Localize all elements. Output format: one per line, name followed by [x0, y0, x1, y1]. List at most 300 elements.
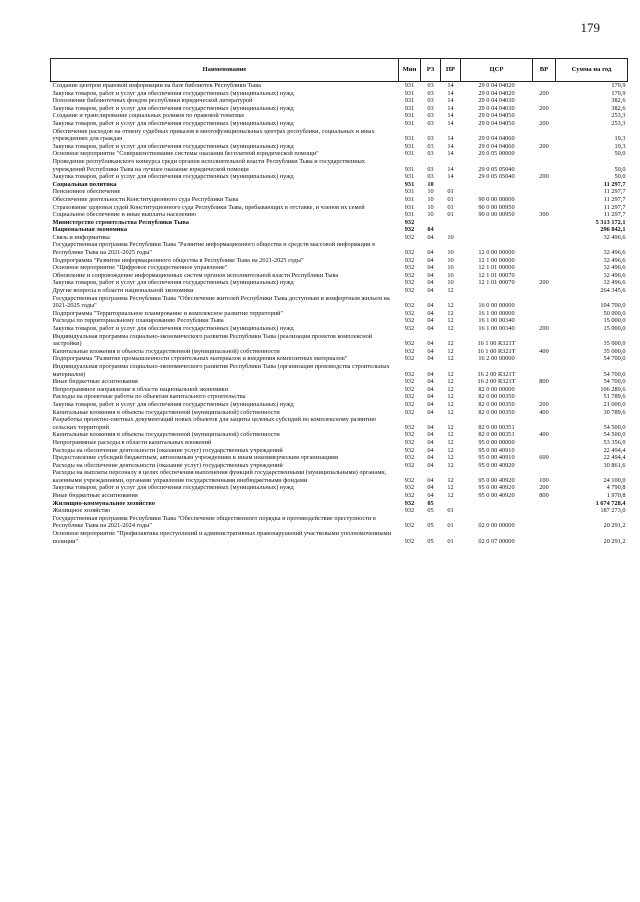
cell-sum: 20 291,2 [603, 537, 626, 545]
cell-pr [441, 219, 461, 227]
cell-rz: 04 [427, 393, 434, 401]
cell-vr: 400 [539, 408, 549, 416]
cell-name: Расходы на проектные работы по объектам капитального строительства [52, 393, 246, 401]
table-header-row [51, 59, 628, 82]
cell-sum: 22 494,4 [603, 446, 626, 454]
cell-csr: 82 0 00 00351 [478, 431, 515, 439]
cell-min: 932 [404, 226, 415, 234]
cell-rz: 10 [427, 195, 434, 203]
table-row [51, 484, 628, 492]
cell-name: Обеспечение расходов на отмену судебных приказов в многофункциональных центрах республики, социальных и иных учреждениях для граждан [52, 127, 375, 143]
cell-name: Министерство строительства Республики Тыва [52, 218, 189, 226]
cell-min: 932 [404, 408, 415, 416]
cell-vr: 400 [539, 431, 549, 439]
cell-vr [533, 447, 556, 455]
cell-sum: 32 496,6 [603, 279, 626, 287]
cell-csr: 95 0 00 40920 [478, 492, 515, 500]
cell-vr [533, 196, 556, 204]
cell-name: Расходы на выплаты персоналу в целях обеспечения выполнения функций государственными (муниципальными) органами, казенными учреждениями, органами управления государственными внебюджетными фондами [52, 469, 387, 484]
cell-csr: 29 0 04 04020 [478, 82, 515, 89]
cell-rz [421, 219, 441, 227]
cell-pr: 14 [447, 165, 454, 173]
cell-vr [533, 515, 556, 530]
cell-sum: 11 297,7 [603, 211, 626, 219]
cell-sum: 1 970,8 [606, 492, 626, 500]
table-row [51, 386, 628, 394]
cell-rz: 04 [427, 279, 434, 287]
cell-pr: 01 [447, 537, 454, 545]
cell-csr: 16 1 00 00340 [478, 317, 515, 325]
cell-sum: 296 842,1 [600, 226, 626, 234]
cell-sum: 32 496,6 [603, 256, 626, 264]
cell-name: Создание и транслирование социальных роликов по правовой тематике [52, 112, 245, 120]
cell-vr [533, 158, 556, 173]
cell-vr [533, 363, 556, 378]
cell-csr: 90 0 00 00950 [478, 203, 515, 211]
cell-rz: 03 [427, 89, 434, 97]
cell-min: 932 [404, 256, 415, 264]
cell-min: 932 [404, 537, 415, 545]
budget-table [50, 58, 628, 545]
table-row [51, 515, 628, 530]
cell-min: 932 [404, 355, 415, 363]
cell-sum: 32 496,6 [603, 233, 626, 241]
cell-sum: 104 700,0 [600, 302, 626, 310]
cell-name: Разработка проектно-сметных документаций новых объектов для защиты целевых субсидий по комплексному развитию сельских территорий [52, 416, 377, 431]
cell-sum: 19,3 [614, 135, 626, 143]
cell-rz: 04 [427, 317, 434, 325]
header-csr: ЦСР [461, 59, 533, 82]
cell-pr: 12 [447, 476, 454, 484]
cell-csr: 12 1 01 00000 [478, 264, 515, 272]
cell-pr: 01 [447, 188, 454, 196]
cell-rz: 03 [427, 97, 434, 105]
cell-csr: 16 1 00 R321T [477, 347, 516, 355]
cell-pr: 14 [447, 150, 454, 158]
cell-name: Связь и информатика [52, 233, 110, 241]
cell-sum: 32 496,6 [603, 249, 626, 257]
cell-name: Закупка товаров, работ и услуг для обеспечения государственных (муниципальных) нужд [52, 279, 294, 287]
cell-vr [533, 530, 556, 545]
cell-csr: 95 0 00 40910 [478, 446, 515, 454]
cell-vr: 200 [539, 400, 549, 408]
cell-vr [533, 264, 556, 272]
table-row [51, 279, 628, 287]
cell-csr [461, 219, 533, 227]
cell-min: 931 [404, 188, 415, 196]
table-row [51, 409, 628, 417]
cell-name: Иные бюджетные ассигнования [52, 378, 138, 386]
cell-min: 932 [404, 476, 415, 484]
cell-sum: 54 700,0 [603, 378, 626, 386]
cell-rz: 05 [427, 499, 434, 507]
cell-min: 931 [404, 173, 415, 181]
cell-vr [533, 226, 556, 234]
cell-rz: 10 [427, 188, 434, 196]
cell-rz: 05 [427, 507, 434, 515]
cell-name: Закупка товаров, работ и услуг для обеспечения государственных (муниципальных) нужд [52, 484, 294, 492]
cell-csr: 29 0 04 04060 [478, 142, 515, 150]
cell-csr: 16 0 00 00000 [478, 302, 515, 310]
table-row [51, 500, 628, 508]
cell-min: 932 [404, 454, 415, 462]
cell-name: Подпрограмма "Развитие информационного общества в Республике Тыва на 2021-2025 годы" [52, 256, 304, 264]
cell-sum: 50,0 [614, 150, 626, 158]
table-row [51, 211, 628, 219]
cell-vr: 200 [539, 142, 549, 150]
cell-vr: 300 [539, 211, 549, 219]
cell-sum: 11 297,7 [603, 203, 626, 211]
cell-vr [533, 287, 556, 295]
cell-rz: 03 [427, 165, 434, 173]
cell-rz: 03 [427, 173, 434, 181]
table-row [51, 90, 628, 98]
cell-pr: 12 [447, 309, 454, 317]
cell-rz: 04 [427, 408, 434, 416]
cell-pr: 14 [447, 112, 454, 120]
cell-vr [533, 386, 556, 394]
cell-csr [461, 188, 533, 196]
table-row [51, 333, 628, 348]
cell-rz: 03 [427, 142, 434, 150]
cell-name: Страхование здоровья судей Конституционного суда Республики Тыва, пребывающих в отставке, и членов их семей [52, 203, 365, 211]
cell-name: Капитальные вложения в объекты государственной (муниципальной) собственности [52, 347, 280, 355]
cell-sum: 170,9 [611, 82, 626, 89]
cell-sum: 54 700,0 [603, 355, 626, 363]
table-row [51, 325, 628, 333]
cell-sum: 15 000,0 [603, 325, 626, 332]
cell-name: Закупка товаров, работ и услуг для обеспечения государственных (муниципальных) нужд [52, 119, 294, 127]
cell-name: Другие вопросы в области национальной экономики [52, 287, 194, 295]
table-row [51, 454, 628, 462]
cell-sum: 106 289,6 [600, 385, 626, 393]
cell-vr [533, 128, 556, 143]
cell-pr: 01 [447, 211, 454, 219]
cell-vr: 200 [539, 279, 549, 287]
cell-csr: 90 0 00 00000 [478, 195, 515, 203]
table-row [51, 234, 628, 242]
cell-name: Подпрограмма "Развитие промышленности строительных материалов и внедрения композитных материалов" [52, 355, 348, 363]
cell-rz: 04 [427, 264, 434, 272]
cell-pr: 12 [447, 370, 454, 378]
cell-sum: 170,9 [611, 89, 626, 97]
cell-min: 932 [404, 309, 415, 317]
cell-vr [533, 310, 556, 318]
cell-pr: 12 [447, 347, 454, 355]
cell-min: 932 [404, 347, 415, 355]
cell-csr: 02 0 07 00000 [478, 537, 515, 545]
cell-pr: 12 [447, 317, 454, 325]
table-row [51, 348, 628, 356]
cell-sum: 32 496,6 [603, 264, 626, 272]
table-row [51, 295, 628, 310]
cell-name: Закупка товаров, работ и услуг для обеспечения государственных (муниципальных) нужд [52, 104, 294, 112]
cell-sum: 54 500,0 [603, 423, 626, 431]
cell-pr: 14 [447, 89, 454, 97]
cell-pr: 10 [447, 233, 454, 241]
cell-sum: 4 790,8 [606, 484, 626, 492]
cell-min: 932 [404, 499, 415, 507]
cell-sum: 32 496,6 [603, 271, 626, 279]
table-row [51, 492, 628, 500]
cell-sum: 54 700,0 [603, 370, 626, 378]
cell-rz: 03 [427, 112, 434, 120]
cell-vr [533, 462, 556, 470]
cell-sum: 30 789,6 [603, 408, 626, 416]
table-row [51, 439, 628, 447]
cell-rz: 04 [427, 476, 434, 484]
cell-pr: 10 [447, 256, 454, 264]
cell-min: 931 [404, 142, 415, 150]
cell-vr [533, 97, 556, 105]
cell-pr: 14 [447, 135, 454, 143]
cell-name: Закупка товаров, работ и услуг для обеспечения государственных (муниципальных) нужд [52, 325, 294, 332]
cell-sum: 382,6 [611, 97, 626, 105]
cell-pr: 10 [447, 264, 454, 272]
cell-csr: 95 0 00 40910 [478, 454, 515, 462]
cell-rz: 04 [427, 400, 434, 408]
cell-vr [533, 355, 556, 363]
cell-pr [441, 181, 461, 189]
cell-name: Пенсионное обеспечение [52, 188, 121, 196]
cell-pr [441, 500, 461, 508]
cell-csr [461, 181, 533, 189]
cell-vr [533, 112, 556, 120]
cell-csr: 29 0 04 04020 [478, 89, 515, 97]
cell-csr: 82 0 00 00350 [478, 393, 515, 401]
cell-rz: 04 [427, 256, 434, 264]
header-min: Мин [399, 59, 421, 82]
cell-min: 932 [404, 233, 415, 241]
cell-name: Закупка товаров, работ и услуг для обеспечения государственных (муниципальных) нужд [52, 89, 294, 97]
page-number: 179 [580, 20, 600, 35]
cell-rz: 04 [427, 271, 434, 279]
cell-csr: 82 0 00 00350 [478, 408, 515, 416]
cell-min: 932 [404, 279, 415, 287]
cell-min: 932 [404, 378, 415, 386]
cell-name: Непрограммные расходы в области капитальных вложений [52, 438, 212, 446]
cell-sum: 1 674 728,4 [595, 499, 626, 507]
cell-csr: 29 0 04 04030 [478, 97, 515, 105]
table-row [51, 462, 628, 470]
cell-sum: 54 500,0 [603, 431, 626, 439]
cell-rz: 04 [427, 370, 434, 378]
table-row [51, 431, 628, 439]
cell-sum: 382,6 [611, 104, 626, 112]
cell-name: Закупка товаров, работ и услуг для обеспечения государственных (муниципальных) нужд [52, 400, 294, 408]
cell-min: 931 [404, 135, 415, 143]
cell-csr: 16 2 00 00000 [478, 355, 515, 363]
cell-pr: 12 [447, 446, 454, 454]
cell-min: 931 [404, 89, 415, 97]
cell-min: 932 [404, 340, 415, 348]
cell-rz: 05 [427, 537, 434, 545]
cell-vr [533, 257, 556, 265]
table-row [51, 401, 628, 409]
table-row [51, 393, 628, 401]
header-rz: РЗ [421, 59, 441, 82]
cell-rz: 03 [427, 119, 434, 127]
cell-sum: 20 291,2 [603, 522, 626, 530]
cell-csr: 95 0 00 40920 [478, 484, 515, 492]
cell-rz: 04 [427, 233, 434, 241]
cell-min: 931 [404, 119, 415, 127]
cell-min: 932 [404, 385, 415, 393]
cell-vr: 200 [539, 173, 549, 181]
cell-csr: 12 1 00 00000 [478, 256, 515, 264]
cell-name: Обновление и сопровождение информационных систем органов исполнительной власти Республики Тыва [52, 271, 339, 279]
cell-pr: 12 [447, 355, 454, 363]
table-row [51, 241, 628, 256]
cell-pr: 12 [447, 438, 454, 446]
cell-sum: 21 000,0 [603, 400, 626, 408]
cell-csr: 16 1 00 00340 [478, 325, 515, 332]
cell-csr [461, 500, 533, 508]
cell-csr: 82 0 00 00350 [478, 400, 515, 408]
cell-min: 932 [404, 264, 415, 272]
cell-csr: 16 2 00 R321T [477, 370, 516, 378]
cell-name: Расходы по территориальному планированию Республики Тыва [52, 317, 224, 325]
cell-csr: 29 0 05 05040 [478, 173, 515, 181]
cell-vr: 200 [539, 89, 549, 97]
cell-pr: 01 [447, 522, 454, 530]
cell-rz: 03 [427, 150, 434, 158]
cell-csr: 82 0 00 00351 [478, 423, 515, 431]
cell-rz: 04 [427, 325, 434, 332]
table-row [51, 112, 628, 120]
cell-min: 932 [404, 325, 415, 332]
cell-rz: 04 [427, 309, 434, 317]
cell-name: Проведение республиканского конкурса среди органов исполнительной власти Республики Тыва и государственных учреждений Республики Тыва на лучшее оказание юридической помощи [52, 157, 365, 173]
cell-vr [533, 295, 556, 310]
cell-min: 931 [404, 211, 415, 219]
header-name: Наименование [51, 59, 399, 82]
cell-rz: 04 [427, 302, 434, 310]
table-row [51, 181, 628, 189]
cell-pr: 12 [447, 393, 454, 401]
cell-pr: 10 [447, 279, 454, 287]
table-row [51, 143, 628, 151]
cell-pr: 12 [447, 454, 454, 462]
cell-sum: 22 494,4 [603, 454, 626, 462]
cell-csr: 02 0 00 00000 [478, 522, 515, 530]
cell-sum: 11 297,7 [603, 188, 626, 196]
cell-min: 932 [404, 484, 415, 492]
cell-csr [461, 507, 533, 515]
cell-min: 931 [404, 82, 415, 89]
cell-name: Национальная экономика [52, 226, 128, 234]
cell-csr: 16 1 00 00000 [478, 309, 515, 317]
cell-min: 932 [404, 522, 415, 530]
cell-name: Обеспечение деятельности Конституционного суда Республики Тыва [52, 195, 239, 203]
cell-sum: 253,3 [611, 119, 626, 127]
cell-name: Капитальные вложения в объекты государственной (муниципальной) собственности [52, 431, 280, 439]
cell-pr: 14 [447, 82, 454, 89]
cell-min: 932 [404, 461, 415, 469]
cell-min: 932 [404, 431, 415, 439]
cell-sum: 11 297,7 [603, 195, 626, 203]
cell-vr [533, 272, 556, 280]
cell-name: Государственная программа Республики Тыва "Развитие информационного общества и средств массовой информации в Республике Тыва на 2021-2025 годы" [52, 241, 376, 257]
cell-sum: 50,0 [614, 165, 626, 173]
table-row [51, 264, 628, 272]
table-row [51, 105, 628, 113]
cell-csr: 90 0 00 00950 [478, 211, 515, 219]
cell-csr: 29 0 05 05040 [478, 165, 515, 173]
cell-rz: 04 [427, 385, 434, 393]
cell-min: 932 [404, 287, 415, 295]
table-row [51, 317, 628, 325]
table-row [51, 355, 628, 363]
cell-pr [441, 226, 461, 234]
table-row [51, 310, 628, 318]
cell-sum: 11 297,7 [603, 180, 626, 188]
cell-pr: 01 [447, 203, 454, 211]
cell-rz: 04 [427, 226, 434, 234]
cell-min: 931 [404, 195, 415, 203]
cell-name: Жилищно-коммунальное хозяйство [52, 499, 155, 507]
cell-csr: 95 0 00 40920 [478, 476, 515, 484]
cell-sum: 51 789,6 [603, 393, 626, 401]
cell-csr: 29 0 04 04050 [478, 112, 515, 120]
table-row [51, 150, 628, 158]
table-row [51, 363, 628, 378]
cell-vr: 200 [539, 484, 549, 492]
cell-min: 932 [404, 400, 415, 408]
cell-rz: 04 [427, 446, 434, 454]
cell-vr [533, 181, 556, 189]
cell-sum: 35 000,0 [603, 347, 626, 355]
cell-csr: 95 0 00 40920 [478, 461, 515, 469]
cell-min: 932 [404, 507, 415, 515]
cell-vr [533, 188, 556, 196]
cell-csr: 95 0 00 00000 [478, 438, 515, 446]
cell-vr: 200 [539, 104, 549, 112]
table-row [51, 416, 628, 431]
cell-csr: 12 0 00 00000 [478, 249, 515, 257]
cell-csr [461, 226, 533, 234]
table-row [51, 204, 628, 212]
cell-name: Расходы на обеспечение деятельности (оказание услуг) государственных учреждений [52, 461, 283, 469]
cell-rz: 10 [427, 203, 434, 211]
cell-sum: 30 861,6 [603, 461, 626, 469]
table-row [51, 226, 628, 234]
table-row [51, 188, 628, 196]
cell-pr: 10 [447, 249, 454, 257]
cell-min: 932 [404, 218, 415, 226]
cell-rz: 04 [427, 423, 434, 431]
cell-rz: 04 [427, 438, 434, 446]
cell-rz: 04 [427, 340, 434, 348]
cell-vr [533, 234, 556, 242]
cell-name: Создание центров правовой информации на базе библиотек Республики Тыва [52, 82, 261, 89]
cell-pr: 14 [447, 119, 454, 127]
cell-min: 931 [404, 97, 415, 105]
cell-name: Основное мероприятие "Цифровое государственное управление" [52, 264, 228, 272]
cell-min: 932 [404, 302, 415, 310]
cell-name: Жилищное хозяйство [52, 507, 111, 515]
cell-pr: 01 [447, 195, 454, 203]
cell-name: Иные бюджетные ассигнования [52, 492, 138, 500]
cell-name: Индивидуальная программа социально-экономического развития Республики Тыва (организация производства строительных материалов) [52, 362, 390, 378]
cell-rz: 04 [427, 454, 434, 462]
cell-min: 931 [404, 165, 415, 173]
cell-sum: 15 000,0 [603, 317, 626, 325]
cell-rz: 04 [427, 484, 434, 492]
cell-name: Капитальные вложения в объекты государственной (муниципальной) собственности [52, 408, 280, 416]
cell-sum: 24 100,0 [603, 476, 626, 484]
cell-sum: 253,3 [611, 112, 626, 120]
